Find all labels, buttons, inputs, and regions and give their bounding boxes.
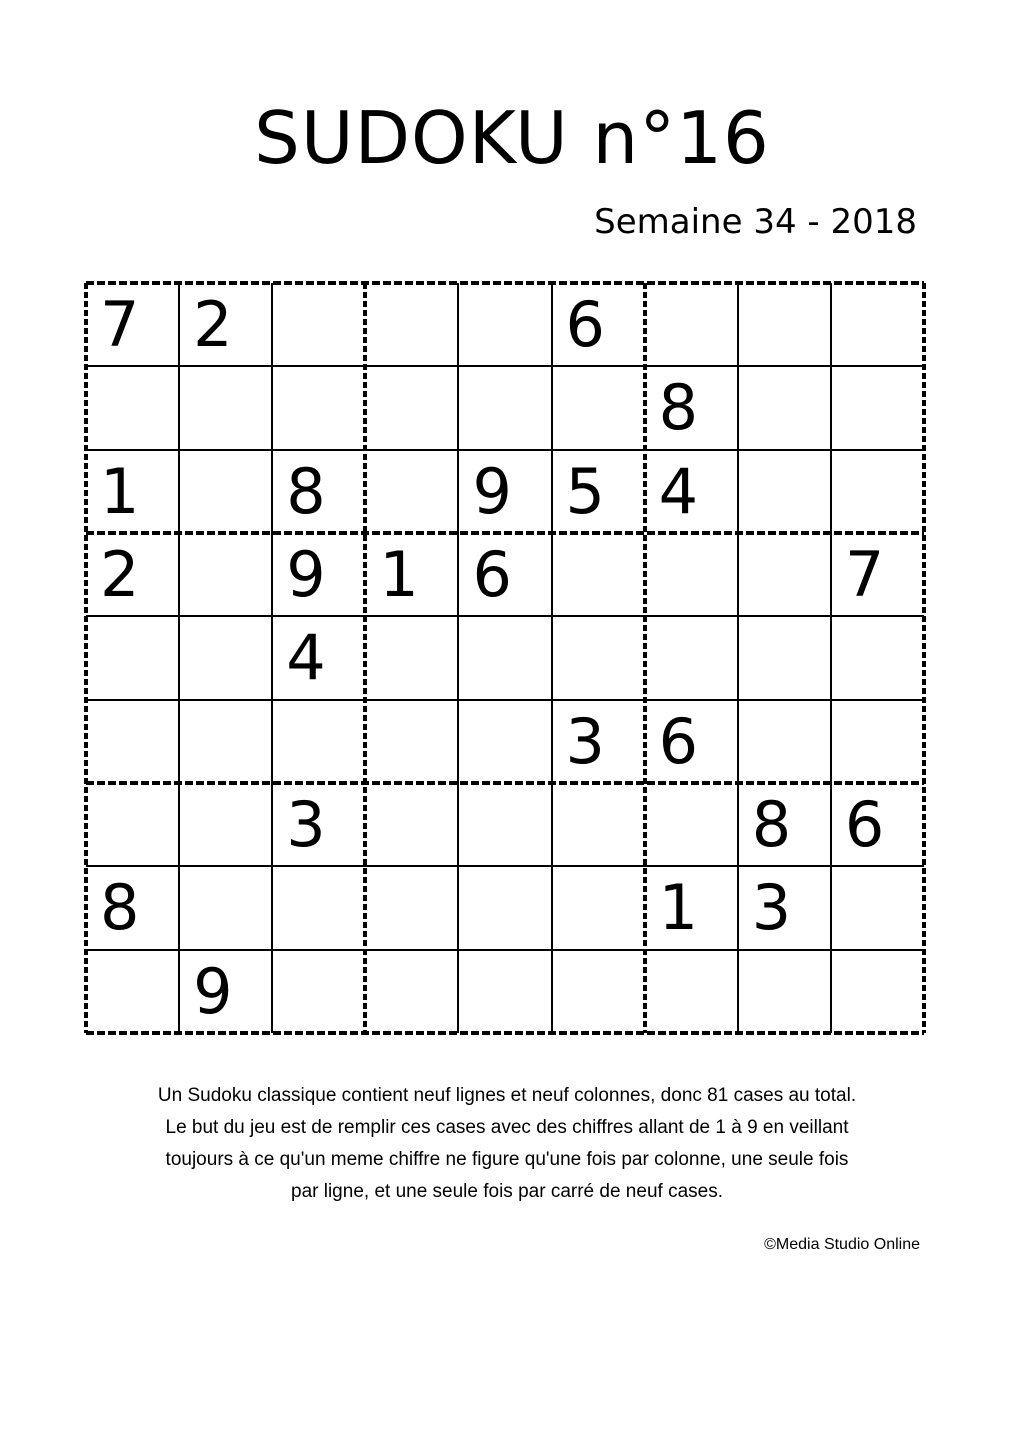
sudoku-grid	[86, 283, 924, 1033]
sudoku-cell[interactable]	[365, 366, 458, 449]
sudoku-cell[interactable]	[458, 533, 551, 616]
sudoku-cell[interactable]	[552, 783, 645, 866]
sudoku-cell[interactable]	[738, 783, 831, 866]
cell-digit: 5	[565, 454, 605, 528]
sudoku-cell[interactable]	[831, 366, 924, 449]
sudoku-cell[interactable]	[738, 616, 831, 699]
instructions-line: toujours à ce qu'un meme chiffre ne figure qu'une fois par colonne, une seule fois	[165, 1149, 849, 1170]
sudoku-cell[interactable]	[365, 450, 458, 533]
sudoku-cell[interactable]	[86, 533, 179, 616]
sudoku-cell[interactable]	[738, 366, 831, 449]
sudoku-cell[interactable]	[365, 700, 458, 783]
sudoku-cell[interactable]	[645, 366, 738, 449]
sudoku-cell[interactable]	[179, 616, 272, 699]
sudoku-cell[interactable]	[86, 950, 179, 1033]
sudoku-cell[interactable]	[365, 283, 458, 366]
sudoku-cell[interactable]	[179, 533, 272, 616]
sudoku-cell[interactable]	[179, 366, 272, 449]
cell-border-vertical	[271, 283, 273, 1033]
sudoku-cell[interactable]	[179, 450, 272, 533]
sudoku-cell[interactable]	[365, 866, 458, 949]
sudoku-cell[interactable]	[552, 950, 645, 1033]
cell-digit: 8	[658, 371, 699, 445]
sudoku-cell[interactable]	[272, 950, 365, 1033]
sudoku-board	[86, 283, 924, 1033]
sudoku-cell[interactable]	[86, 283, 179, 366]
sudoku-cell[interactable]	[738, 450, 831, 533]
sudoku-cell[interactable]	[86, 450, 179, 533]
cell-digit: 2	[100, 538, 140, 611]
sudoku-cell[interactable]	[272, 283, 365, 366]
sudoku-cell[interactable]	[458, 450, 551, 533]
cell-border-horizontal	[86, 365, 924, 367]
box-border-horizontal	[86, 781, 924, 785]
box-border-vertical	[363, 283, 367, 1033]
sudoku-cell[interactable]	[738, 700, 831, 783]
cell-digit: 1	[379, 538, 419, 611]
cell-digit: 3	[286, 788, 326, 861]
instructions	[90, 1080, 924, 1208]
sudoku-cell[interactable]	[86, 866, 179, 949]
sudoku-cell[interactable]	[272, 700, 365, 783]
sudoku-cell[interactable]	[831, 533, 924, 616]
sudoku-cell[interactable]	[552, 700, 645, 783]
sudoku-cell[interactable]	[645, 616, 738, 699]
sudoku-cell[interactable]	[552, 533, 645, 616]
sudoku-cell[interactable]	[86, 700, 179, 783]
sudoku-cell[interactable]	[272, 533, 365, 616]
sudoku-cell[interactable]	[458, 783, 551, 866]
cell-border-vertical	[457, 283, 459, 1033]
sudoku-cell[interactable]	[738, 533, 831, 616]
sudoku-cell[interactable]	[738, 866, 831, 949]
cell-digit: 6	[472, 538, 512, 611]
box-border-horizontal	[86, 1031, 924, 1035]
sudoku-cell[interactable]	[458, 700, 551, 783]
sudoku-cell[interactable]	[458, 950, 551, 1033]
cell-digit: 8	[751, 788, 792, 861]
instructions-line: par ligne, et une seule fois par carré de neuf cases.	[291, 1181, 723, 1202]
sudoku-cell[interactable]	[831, 700, 924, 783]
sudoku-cell[interactable]	[458, 366, 551, 449]
sudoku-cell[interactable]	[365, 783, 458, 866]
sudoku-cell[interactable]	[831, 950, 924, 1033]
sudoku-cell[interactable]	[645, 533, 738, 616]
cell-digit: 6	[844, 788, 885, 861]
cell-digit: 3	[565, 704, 605, 778]
sudoku-cell[interactable]	[86, 783, 179, 866]
sudoku-cell[interactable]	[645, 950, 738, 1033]
sudoku-cell[interactable]	[272, 783, 365, 866]
cell-digit: 3	[751, 871, 792, 945]
cell-digit: 9	[193, 954, 233, 1028]
cell-border-vertical	[737, 283, 739, 1033]
sudoku-cell[interactable]	[645, 700, 738, 783]
box-border-horizontal	[86, 281, 924, 285]
instructions-line: Un Sudoku classique contient neuf lignes et neuf colonnes, donc 81 cases au total.	[157, 1085, 857, 1106]
cell-border-horizontal	[86, 865, 924, 867]
sudoku-cell[interactable]	[365, 616, 458, 699]
cell-digit: 4	[658, 454, 699, 528]
cell-digit: 1	[100, 454, 140, 528]
sudoku-cell[interactable]	[179, 283, 272, 366]
sudoku-cell[interactable]	[831, 866, 924, 949]
sudoku-cell[interactable]	[552, 866, 645, 949]
sudoku-cell[interactable]	[179, 866, 272, 949]
cell-border-vertical	[551, 283, 553, 1033]
cell-digit: 4	[286, 621, 326, 695]
cell-digit: 6	[565, 288, 605, 361]
sudoku-cell[interactable]	[645, 866, 738, 949]
sudoku-cell[interactable]	[458, 866, 551, 949]
cell-digit: 1	[658, 871, 699, 945]
instructions-line: Le but du jeu est de remplir ces cases avec des chiffres allant de 1 à 9 en veillant	[165, 1117, 849, 1138]
sudoku-cell[interactable]	[552, 366, 645, 449]
cell-digit: 9	[472, 454, 512, 528]
sudoku-cell[interactable]	[552, 283, 645, 366]
sudoku-cell[interactable]	[365, 950, 458, 1033]
sudoku-cell[interactable]	[738, 950, 831, 1033]
box-border-vertical	[922, 283, 926, 1033]
sudoku-cell[interactable]	[272, 450, 365, 533]
sudoku-cell[interactable]	[831, 283, 924, 366]
sudoku-cell[interactable]	[458, 283, 551, 366]
sudoku-cell[interactable]	[738, 283, 831, 366]
sudoku-cell[interactable]	[365, 533, 458, 616]
sudoku-cell[interactable]	[831, 783, 924, 866]
sudoku-cell[interactable]	[179, 700, 272, 783]
cell-digit: 8	[286, 454, 326, 528]
page-title: SUDOKU n°16	[254, 96, 770, 180]
cell-border-horizontal	[86, 949, 924, 951]
sudoku-cell[interactable]	[552, 616, 645, 699]
cell-digit: 7	[100, 288, 140, 361]
box-border-vertical	[643, 283, 647, 1033]
box-border-horizontal	[86, 531, 924, 535]
sudoku-cell[interactable]	[645, 783, 738, 866]
page-subtitle: Semaine 34 - 2018	[594, 202, 917, 242]
sudoku-cell[interactable]	[552, 450, 645, 533]
sudoku-cell[interactable]	[179, 950, 272, 1033]
sudoku-cell[interactable]	[86, 366, 179, 449]
cell-digit: 9	[286, 538, 326, 611]
sudoku-cell[interactable]	[645, 450, 738, 533]
sudoku-cell[interactable]	[179, 783, 272, 866]
copyright: ©Media Studio Online	[764, 1236, 920, 1253]
sudoku-cell[interactable]	[645, 283, 738, 366]
sudoku-cell[interactable]	[831, 616, 924, 699]
cell-border-horizontal	[86, 449, 924, 451]
sudoku-cell[interactable]	[272, 366, 365, 449]
sudoku-cell[interactable]	[272, 616, 365, 699]
sudoku-cell[interactable]	[458, 616, 551, 699]
cell-border-vertical	[830, 283, 832, 1033]
sudoku-cell[interactable]	[86, 616, 179, 699]
sudoku-cell[interactable]	[272, 866, 365, 949]
sudoku-cell[interactable]	[831, 450, 924, 533]
cell-digit: 2	[193, 288, 233, 361]
cell-digit: 6	[658, 704, 699, 778]
box-border-vertical	[84, 283, 88, 1033]
cell-border-horizontal	[86, 699, 924, 701]
cell-digit: 8	[100, 871, 140, 945]
cell-digit: 7	[844, 538, 885, 611]
cell-border-vertical	[178, 283, 180, 1033]
cell-border-horizontal	[86, 615, 924, 617]
